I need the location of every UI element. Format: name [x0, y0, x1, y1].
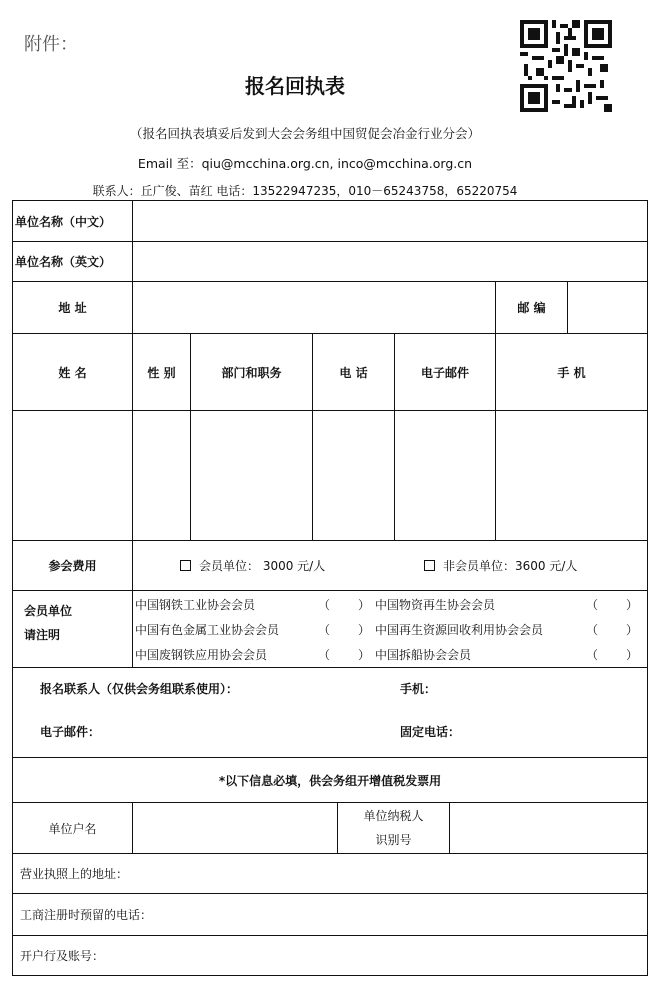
paren-close: ）: [358, 623, 371, 637]
assoc-right-1: 中国物资再生协会会员: [375, 598, 496, 612]
fee-nonmember-option[interactable]: [424, 541, 644, 590]
col-name-header: 姓 名: [58, 365, 87, 380]
paren-open: （: [318, 598, 331, 612]
address-field[interactable]: [133, 282, 495, 333]
member-note-label-1: 会员单位: [24, 604, 73, 618]
col-mobile-header: 手 机: [557, 365, 586, 380]
taxpayer-label-line-2: 识别号: [375, 833, 412, 847]
assoc-left-2: 中国有色金属工业协会会员: [135, 623, 280, 637]
paren-open: （: [586, 598, 599, 612]
attendee-name-field[interactable]: [13, 411, 132, 540]
contact-line: 联系人：丘广俊、苗红 电话：13522947235，010－65243758，65220754: [92, 184, 518, 198]
mobile-label: 手机：: [400, 682, 437, 696]
attendee-email-field[interactable]: [395, 411, 495, 540]
taxpayer-id-field[interactable]: [450, 803, 647, 853]
fee-nonmember-text: 非会员单位：3600 元/人: [443, 559, 578, 573]
fee-member-option[interactable]: [180, 541, 400, 590]
fee-member-text: 会员单位： 3000 元/人: [199, 559, 326, 573]
paren-close: ）: [358, 648, 371, 662]
fee-label: 参会费用: [48, 559, 97, 573]
nonmember-checkbox[interactable]: [424, 560, 435, 571]
landline-label: 固定电话：: [400, 725, 461, 739]
taxpayer-label: [338, 804, 449, 852]
postcode-field[interactable]: [568, 282, 647, 333]
paren-close: ）: [626, 598, 639, 612]
unit-name-cn-field[interactable]: [133, 201, 647, 241]
taxpayer-label-line-1: 单位纳税人: [363, 809, 424, 823]
assoc-right-3: 中国拆船协会会员: [375, 648, 472, 662]
paren-open: （: [586, 623, 599, 637]
attendee-mobile-field[interactable]: [496, 411, 647, 540]
assoc-left-3: 中国废钢铁应用协会会员: [135, 648, 268, 662]
bank-account-label[interactable]: 开户行及账号：: [20, 949, 105, 963]
attendee-dept-field[interactable]: [191, 411, 312, 540]
reg-contact-label: 报名联系人（仅供会务组联系使用）：: [40, 682, 239, 696]
unit-name-cn-label: 单位名称（中文）: [15, 214, 112, 229]
assoc-left-1: 中国钢铁工业协会会员: [135, 598, 256, 612]
email-label: 电子邮件：: [40, 725, 101, 739]
page-title: 报名回执表: [245, 74, 345, 98]
attachment-label: 附件：: [24, 34, 78, 55]
member-note-label-2: 请注明: [24, 628, 61, 642]
paren-open: （: [318, 648, 331, 662]
col-email-header: 电子邮件: [420, 365, 469, 380]
account-name-label: 单位户名: [48, 821, 97, 836]
attendee-gender-field[interactable]: [133, 411, 190, 540]
unit-name-en-label: 单位名称（英文）: [15, 255, 112, 269]
qr-code-icon: [520, 20, 612, 112]
paren-open: （: [586, 648, 599, 662]
paren-close: ）: [358, 598, 371, 612]
paren-close: ）: [626, 648, 639, 662]
col-dept-title-header: 部门和职务: [221, 365, 282, 380]
reg-phone-label[interactable]: 工商注册时预留的电话：: [20, 908, 153, 922]
assoc-right-2: 中国再生资源回收利用协会会员: [375, 623, 544, 637]
postcode-label: 邮 编: [517, 301, 546, 315]
invoice-notice: *以下信息必填，供会务组开增值税发票用: [218, 773, 442, 788]
address-label: 地 址: [58, 301, 87, 315]
account-name-field[interactable]: [133, 803, 337, 853]
submission-instruction: （报名回执表填妥后发到大会会务组中国贸促会冶金行业分会）: [129, 126, 480, 141]
attendee-phone-field[interactable]: [313, 411, 394, 540]
col-phone-header: 电 话: [339, 365, 368, 380]
paren-close: ）: [626, 623, 639, 637]
license-address-label[interactable]: 营业执照上的地址：: [20, 867, 129, 881]
col-gender-header: 性 别: [147, 365, 176, 380]
email-line: Email 至：qiu@mcchina.org.cn, inco@mcchina.org.cn: [137, 156, 473, 171]
unit-name-en-field[interactable]: [133, 242, 647, 281]
paren-open: （: [318, 623, 331, 637]
member-checkbox[interactable]: [180, 560, 191, 571]
